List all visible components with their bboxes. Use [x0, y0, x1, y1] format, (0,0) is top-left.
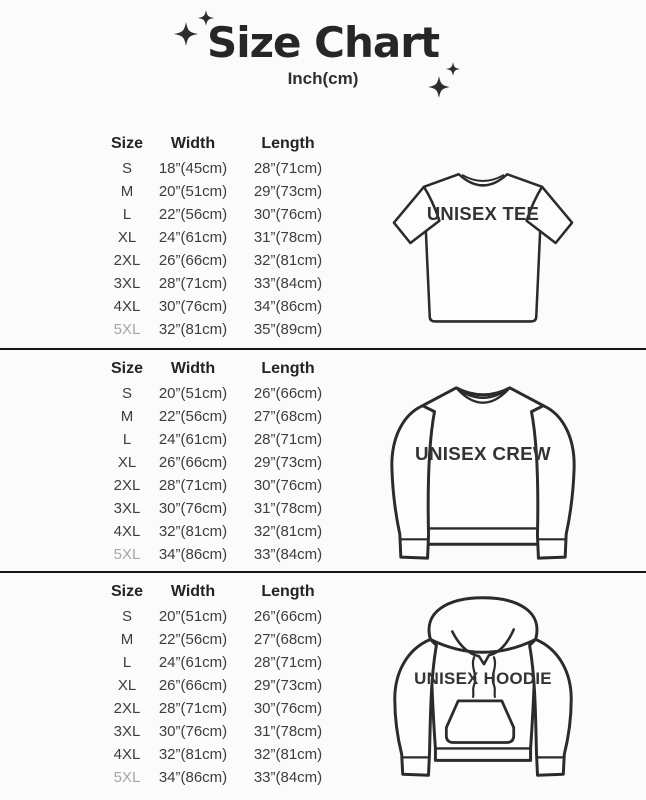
size-row-4xl: [104, 743, 340, 766]
size-cell: XL: [117, 677, 137, 694]
size-cell: XL: [117, 229, 137, 246]
sparkle-left-icon: [170, 6, 216, 52]
hoodie-label: UNISEX HOODIE: [414, 669, 552, 689]
length-cell: 33”(84cm): [253, 275, 323, 292]
size-row-5xl: [104, 766, 340, 789]
size-row-m: [104, 180, 340, 203]
width-cell: 26”(66cm): [158, 252, 228, 269]
tee-drawing: [380, 151, 586, 335]
sparkle-right-icon: [426, 58, 466, 102]
length-cell: 31”(78cm): [253, 500, 323, 517]
width-cell: 28”(71cm): [158, 477, 228, 494]
page-title: Size Chart: [206, 18, 440, 67]
section-tee: [0, 125, 646, 348]
width-cell: 30”(76cm): [158, 500, 228, 517]
column-header-width: Width: [170, 135, 216, 152]
tee-size-table: [104, 131, 340, 341]
size-row-3xl: [104, 272, 340, 295]
column-header-width: Width: [170, 583, 216, 600]
tee-illustration: [340, 131, 626, 335]
table-header-row: [104, 131, 340, 157]
length-cell: 30”(76cm): [253, 700, 323, 717]
size-cell: 3XL: [113, 723, 141, 740]
size-row-4xl: [104, 295, 340, 318]
size-cell: 5XL: [113, 769, 141, 786]
length-cell: 26”(66cm): [253, 608, 323, 625]
size-row-s: [104, 605, 340, 628]
size-row-l: [104, 651, 340, 674]
width-cell: 32”(81cm): [158, 321, 228, 338]
size-cell: 4XL: [113, 746, 141, 763]
chart-header: [0, 0, 646, 125]
width-cell: 20”(51cm): [158, 385, 228, 402]
length-cell: 29”(73cm): [253, 454, 323, 471]
width-cell: 26”(66cm): [158, 454, 228, 471]
size-cell: XL: [117, 454, 137, 471]
size-row-2xl: [104, 474, 340, 497]
width-cell: 32”(81cm): [158, 523, 228, 540]
size-row-l: [104, 203, 340, 226]
length-cell: 34”(86cm): [253, 298, 323, 315]
size-row-2xl: [104, 697, 340, 720]
width-cell: 28”(71cm): [158, 275, 228, 292]
width-cell: 30”(76cm): [158, 298, 228, 315]
size-row-l: [104, 428, 340, 451]
size-cell: 4XL: [113, 298, 141, 315]
table-header-row: [104, 579, 340, 605]
size-cell: S: [121, 608, 132, 625]
size-row-5xl: [104, 543, 340, 566]
section-crew: [0, 348, 646, 571]
table-header-row: [104, 356, 340, 382]
length-cell: 28”(71cm): [253, 160, 323, 177]
length-cell: 30”(76cm): [253, 206, 323, 223]
crew-size-table: [104, 356, 340, 566]
width-cell: 22”(56cm): [158, 631, 228, 648]
crew-illustration: [340, 356, 626, 572]
width-cell: 34”(86cm): [158, 546, 228, 563]
size-cell: M: [120, 408, 134, 425]
length-cell: 29”(73cm): [253, 183, 323, 200]
size-cell: 2XL: [113, 700, 141, 717]
column-header-length: Length: [261, 360, 315, 377]
length-cell: 26”(66cm): [253, 385, 323, 402]
length-cell: 28”(71cm): [253, 654, 323, 671]
length-cell: 32”(81cm): [253, 523, 323, 540]
column-header-size: Size: [110, 583, 143, 600]
column-header-width: Width: [170, 360, 216, 377]
length-cell: 31”(78cm): [253, 229, 323, 246]
column-header-size: Size: [110, 360, 143, 377]
size-cell: 5XL: [113, 321, 141, 338]
length-cell: 27”(68cm): [253, 408, 323, 425]
size-cell: 2XL: [113, 477, 141, 494]
unit-subtitle: Inch(cm): [287, 69, 359, 88]
length-cell: 30”(76cm): [253, 477, 323, 494]
length-cell: 27”(68cm): [253, 631, 323, 648]
width-cell: 26”(66cm): [158, 677, 228, 694]
width-cell: 24”(61cm): [158, 229, 228, 246]
size-row-xl: [104, 674, 340, 697]
length-cell: 35”(89cm): [253, 321, 323, 338]
width-cell: 34”(86cm): [158, 769, 228, 786]
size-row-xl: [104, 226, 340, 249]
size-row-xl: [104, 451, 340, 474]
width-cell: 20”(51cm): [158, 183, 228, 200]
size-row-m: [104, 405, 340, 428]
column-header-length: Length: [261, 583, 315, 600]
hoodie-drawing: [369, 589, 597, 781]
size-row-m: [104, 628, 340, 651]
size-cell: L: [122, 431, 132, 448]
size-cell: S: [121, 160, 132, 177]
column-header-length: Length: [261, 135, 315, 152]
section-hoodie: [0, 571, 646, 800]
length-cell: 29”(73cm): [253, 677, 323, 694]
length-cell: 32”(81cm): [253, 252, 323, 269]
size-row-3xl: [104, 497, 340, 520]
size-cell: S: [121, 385, 132, 402]
width-cell: 32”(81cm): [158, 746, 228, 763]
length-cell: 32”(81cm): [253, 746, 323, 763]
size-row-2xl: [104, 249, 340, 272]
size-cell: 2XL: [113, 252, 141, 269]
width-cell: 22”(56cm): [158, 206, 228, 223]
size-cell: 4XL: [113, 523, 141, 540]
size-row-5xl: [104, 318, 340, 341]
width-cell: 20”(51cm): [158, 608, 228, 625]
size-row-4xl: [104, 520, 340, 543]
size-cell: 3XL: [113, 500, 141, 517]
length-cell: 33”(84cm): [253, 546, 323, 563]
width-cell: 24”(61cm): [158, 431, 228, 448]
length-cell: 31”(78cm): [253, 723, 323, 740]
size-row-s: [104, 382, 340, 405]
column-header-size: Size: [110, 135, 143, 152]
hoodie-illustration: [340, 579, 626, 781]
crew-label: UNISEX CREW: [415, 443, 551, 465]
width-cell: 18”(45cm): [158, 160, 228, 177]
width-cell: 30”(76cm): [158, 723, 228, 740]
tee-label: UNISEX TEE: [426, 202, 540, 224]
width-cell: 28”(71cm): [158, 700, 228, 717]
length-cell: 33”(84cm): [253, 769, 323, 786]
size-row-3xl: [104, 720, 340, 743]
length-cell: 28”(71cm): [253, 431, 323, 448]
size-cell: 3XL: [113, 275, 141, 292]
crew-drawing: [369, 374, 597, 572]
size-cell: M: [120, 631, 134, 648]
width-cell: 22”(56cm): [158, 408, 228, 425]
size-cell: 5XL: [113, 546, 141, 563]
size-row-s: [104, 157, 340, 180]
size-cell: L: [122, 206, 132, 223]
size-cell: L: [122, 654, 132, 671]
size-cell: M: [120, 183, 134, 200]
width-cell: 24”(61cm): [158, 654, 228, 671]
hoodie-size-table: [104, 579, 340, 789]
